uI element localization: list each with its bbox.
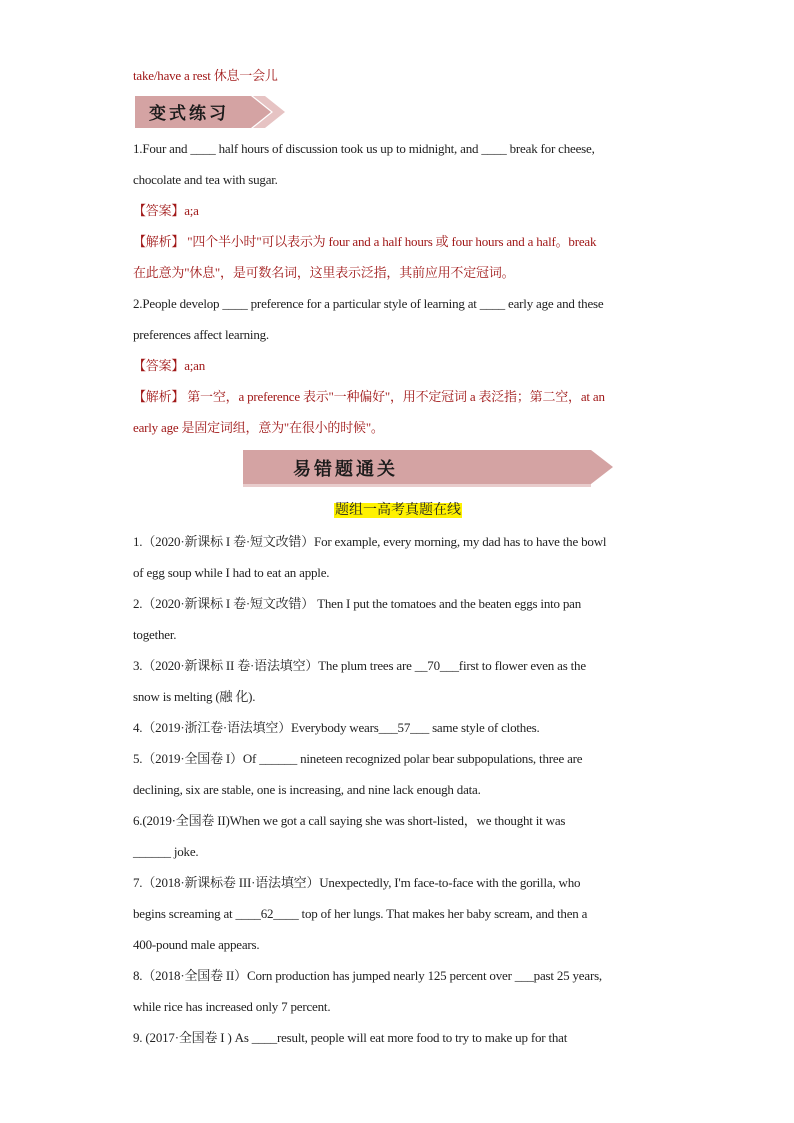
variant-explain1-line2: 在此意为"休息"，是可数名词，这里表示泛指，其前应用不定冠词。 — [133, 265, 515, 280]
question-2-line1: 2.（2020·新课标 I 卷·短文改错） Then I put the tomatoes and the beaten eggs into pan — [133, 596, 582, 611]
question-7-line3: 400-pound male appears. — [133, 937, 260, 952]
question-group-title — [133, 495, 663, 526]
variant-q2-line1: 2.People develop ____ preference for a particular style of learning at ____ early age and these — [133, 296, 604, 311]
question-6-line1: 6.(2019·全国卷 II)When we got a call saying she was short-listed，we thought it was — [133, 813, 566, 828]
variant-q1-line2: chocolate and tea with sugar. — [133, 172, 278, 187]
document-page — [133, 60, 663, 1053]
variant-answer2: 【答案】a;an — [133, 358, 206, 373]
question-2-line2: together. — [133, 627, 177, 642]
variant-q1-line1: 1.Four and ____ half hours of discussion took us up to midnight, and ____ break for cheese, — [133, 141, 595, 156]
question-8-line2: while rice has increased only 7 percent. — [133, 999, 331, 1014]
banner-variant-practice-text: 变式练习 — [149, 104, 229, 124]
question-6-line2: ______ joke. — [133, 844, 199, 859]
question-3-line2: snow is melting (融 化). — [133, 689, 256, 704]
question-3-line1: 3.（2020·新课标 II 卷·语法填空）The plum trees are __70___first to flower even as the — [133, 658, 586, 673]
question-1-line1: 1.（2020·新课标 I 卷·短文改错）For example, every morning, my dad has to have the bowl — [133, 534, 607, 549]
question-8-line1: 8.（2018·全国卷 II）Corn production has jumped nearly 125 percent over ___past 25 years, — [133, 968, 602, 983]
question-5-line1: 5.（2019·全国卷 I）Of ______ nineteen recognized polar bear subpopulations, three are — [133, 751, 583, 766]
variant-explain2-line2: early age 是固定词组，意为"在很小的时候"。 — [133, 420, 384, 435]
question-4-line1: 4.（2019·浙江卷·语法填空）Everybody wears___57___ same style of clothes. — [133, 720, 540, 735]
variant-explain2-line1: 【解析】 第一空，a preference 表示"一种偏好"，用不定冠词 a 表泛指；第二空，at an — [133, 389, 605, 404]
banner-error-prone — [133, 447, 663, 489]
question-1-line2: of egg soup while I had to eat an apple. — [133, 565, 330, 580]
intro-line: take/have a rest 休息一会儿 — [133, 68, 278, 83]
banner-variant-practice — [133, 93, 663, 131]
question-list — [133, 526, 663, 1053]
variant-explain1-line1: 【解析】 "四个半小时"可以表示为 four and a half hours 或 four hours and a half。break — [133, 234, 597, 249]
question-7-line2: begins screaming at ____62____ top of her lungs. That makes her baby scream, and then a — [133, 906, 588, 921]
question-9-line1: 9. (2017·全国卷 I ) As ____result, people will eat more food to try to make up for that — [133, 1030, 568, 1045]
question-5-line2: declining, six are stable, one is increasing, and nine lack enough data. — [133, 782, 481, 797]
variant-q2-line2: preferences affect learning. — [133, 327, 269, 342]
question-group-title-text: 题组一高考真题在线 — [335, 503, 461, 518]
question-7-line1: 7.（2018·新课标卷 III·语法填空）Unexpectedly, I'm face-to-face with the gorilla, who — [133, 875, 581, 890]
variant-answer1: 【答案】a;a — [133, 203, 199, 218]
banner-error-prone-text: 易错题通关 — [293, 459, 398, 480]
